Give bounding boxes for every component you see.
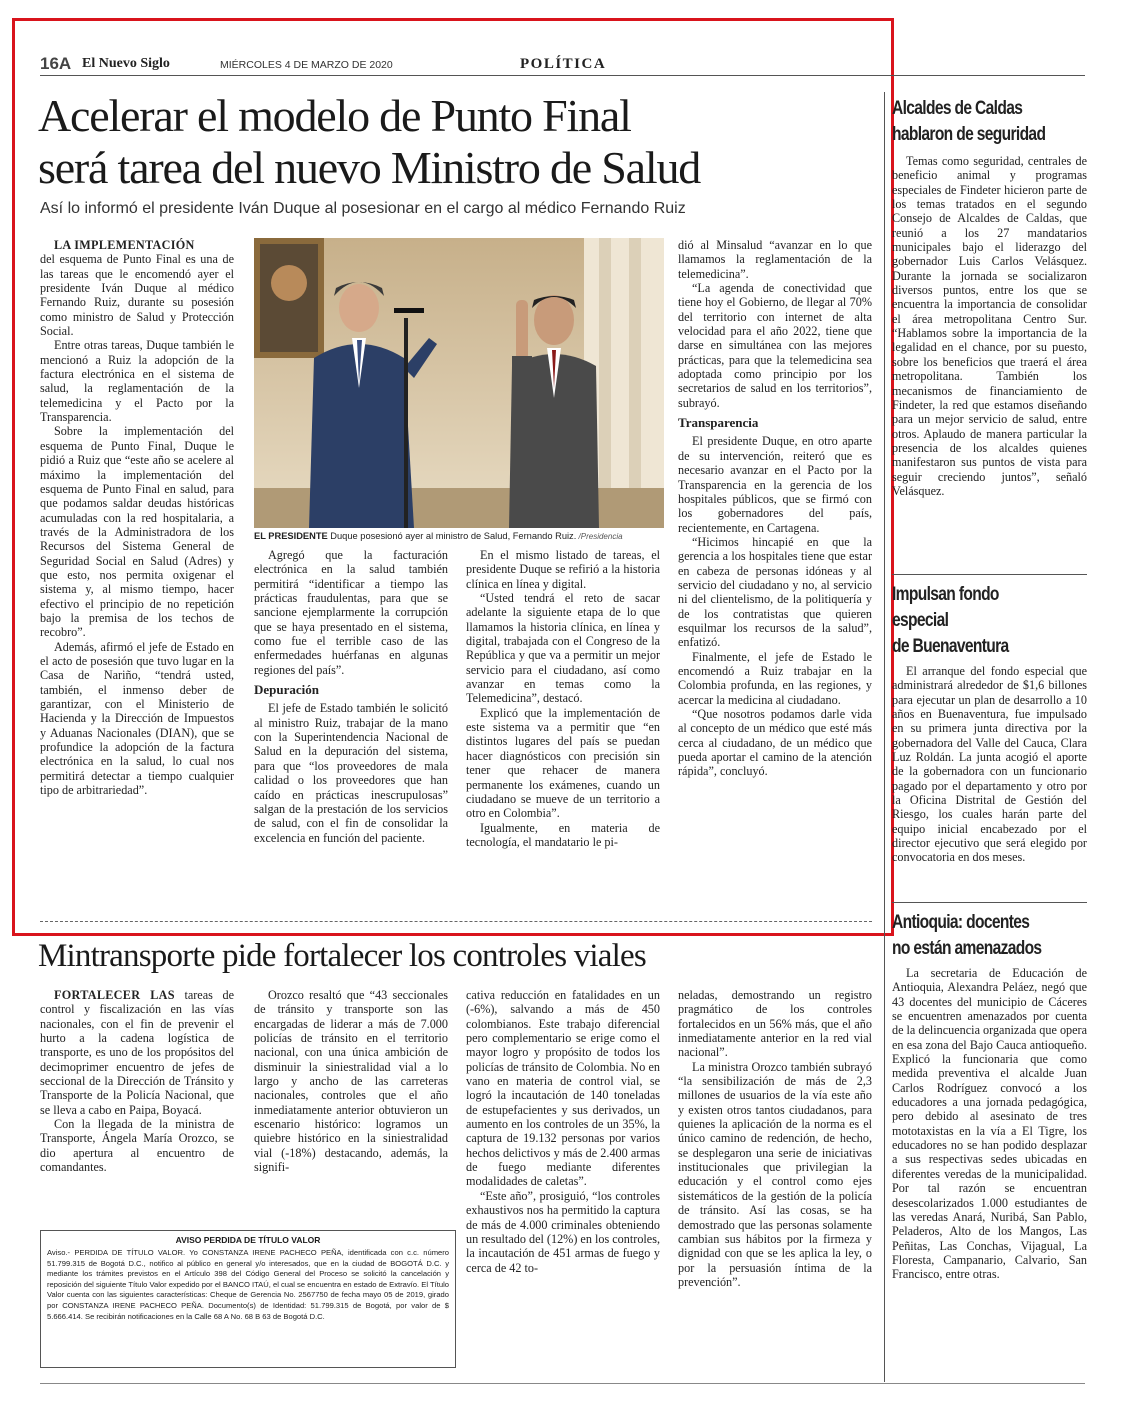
subheading-depuracion: Depuración	[254, 682, 319, 698]
legal-notice-box	[40, 1230, 456, 1368]
sidebar-body	[892, 966, 1087, 1282]
headline-line: de Buenaventura	[892, 636, 1009, 657]
second-column-4	[678, 988, 872, 1289]
paragraph: Entre otras tareas, Duque también le mencionó a Ruiz la adopción de la factura electrónica en el sistema de salud, la reglamentación de la telemedicina y el Pacto por la Transparencia.	[40, 338, 234, 425]
lead-in: FORTALECER LAS	[54, 988, 175, 1002]
paragraph: Orozco resaltó que “43 seccionales de tránsito y transporte son las encargadas de liderar a más de 7.000 policías de tránsito en el territorio nacional, con una única ambición de disminuir la siniestralidad vial a lo largo y ancho de las carreteras nacionales, controles que el año inmediatamente anterior obtuvieron un escenario histórico: logramos un quiebre histórico en la siniestralidad vial (-18%) destacando, además, la signifi-	[254, 988, 448, 1175]
paragraph: “Que nosotros podamos darle vida al concepto de un médico que esté más cerca al ciudadano, de un médico que pueda aportar el camino de la atención rápida”, concluyó.	[678, 707, 872, 779]
headline-line: Impulsan fondo especial	[892, 584, 999, 631]
masthead: El Nuevo Siglo	[82, 56, 170, 71]
paragraph: neladas, demostrando un registro pragmático de los controles fortalecidos en un 56% más, que el año inmediatamente anterior en la red vial nacional”.	[678, 988, 872, 1060]
lead-in: LA IMPLEMENTACIÓN	[54, 238, 195, 252]
photo-caption	[254, 531, 664, 541]
notice-body: Aviso.- PERDIDA DE TÍTULO VALOR. Yo CONSTANZA IRENE PACHECO PEÑA, identificada con c.c. número 51.799.315 de Bogotá D.C., notifico al público en general y/o interesados, que en la ciudad de BOGOTÁ D.C. y mediante los trámites previstos en el Artículo 398 del Código General del Proceso se solicitó la cancelación y reposición del siguiente Título Valor expedido por el BANCO ITAÚ, el cual se encuentra en estado de Extravío. El Título Valor cuenta con las siguientes características: Cheque de Gerencia No. 2567750 de fecha mayo 05 de 2019, girado por CONSTANZA IRENE PACHECO PEÑA. Documento(s) de Identidad: 51.799.315 de Bogotá, por valor de $ 5.666.414. Se recibirán notificaciones en la Calle 68 A No. 68 B 63 de Bogotá D.C.	[47, 1248, 449, 1321]
paragraph: “Usted tendrá el reto de sacar adelante la siguiente etapa de lo que llamamos la historia clínica, en línea y digital, trabajada con el Congreso de la República y que va a permitir un mejor servicio para el ciudadano, así como avanzar en temas como la Telemedicina”, destacó.	[466, 591, 660, 706]
issue-date: MIÉRCOLES 4 DE MARZO DE 2020	[220, 59, 393, 71]
headline-line: Alcaldes de Caldas	[892, 98, 1023, 119]
sidebar-divider	[892, 574, 1087, 575]
second-column-3	[466, 988, 660, 1275]
sidebar-article-caldas	[892, 96, 1087, 498]
sidebar-headline	[892, 582, 1052, 660]
paragraph: El arranque del fondo especial que administrará alrededor de $1,6 billones para ejecutar un plan de desarrollo a 10 años en Buenaventura, fue impulsado en su primera junta directiva por la gobernadora del Valle del Cauca, Clara Luz Roldán. La junta acogió el aporte de la gobernadora con un funcionario pagado por el departamento y otro por la Oficina Distrital de Gestión del Riesgo, los cuales harán parte del equipo inicial encabezado por el director ejecutivo que será elegido por convocatoria en dos meses.	[892, 664, 1087, 865]
paragraph: El jefe de Estado también le solicitó al ministro Ruiz, trabajar de la mano con la Superintendencia Nacional de Salud en la depuración del sistema, para que “los proveedores de mala calidad o los proveedores que han caído en prácticas inescrupulosas” salgan de la prestación de los servicios de salud, con el fin de consolidar la excelencia en función del paciente.	[254, 701, 448, 845]
paragraph: “La agenda de conectividad que tiene hoy el Gobierno, de llegar al 70% del territorio con internet de alta velocidad para el año 2022, tiene que darse en simultánea con las mejores prácticas, para que la telemedicina sea adoptada como principio por los secretarios de salud en los territorios”, subrayó.	[678, 281, 872, 410]
paragraph: La secretaria de Educación de Antioquia, Alexandra Peláez, negó que 43 docentes del municipio de Cáceres se encuentren amenazados por cuenta de la delincuencia organizada que opera en esa zona del Bajo Cauca antioqueño. Explicó la funcionaria que como medida preventiva el alcalde Juan Carlos Rodríguez convocó a los educadores a una jornada pedagógica, pero debido al asesinato de tres mototaxistas en la vía a El Tigre, los educadores no se han podido desplazar a sus respectivas sedes ubicadas en diferentes veredas de la municipalidad. Por tal razón se encuentran desescolarizados 1.000 estudiantes de las veredas Anará, Nuribá, San Pablo, Peladeros, Alto de los Mangos, Las Peñitas, Las Conchas, Vijagual, La Floresta, Campanario, Calvario, San Francisco, entre otras.	[892, 966, 1088, 1282]
paragraph: Explicó que la implementación de este sistema va a permitir que “en distintos lugares del país se puedan hacer diagnósticos con precisión sin tener que rehacer de manera permanente los exámenes, cuando un ciudadano se mueve de un territorio a otro en Colombia”.	[466, 705, 660, 821]
page-header	[40, 54, 1085, 76]
caption-credit: /Presidencia	[576, 532, 623, 541]
paragraph: tareas de control y fiscalización en las vías nacionales, con el fin de prevenir el hurto a la cadena logística de transporte, es uno de los propósitos del decimoprimer encuentro de jefes de seccional de la Dirección de Tránsito y Transporte de la Policía Nacional, que se lleva a cabo en Paipa, Boyacá.	[40, 988, 234, 1117]
caption-lead: EL PRESIDENTE	[254, 531, 328, 541]
sidebar-headline	[892, 910, 1052, 962]
headline-line-1: Acelerar el modelo de Punto Final	[38, 90, 631, 141]
main-subhead: Así lo informó el presidente Iván Duque al posesionar en el cargo al médico Fernando Ruiz	[40, 200, 686, 217]
sidebar-headline	[892, 96, 1052, 148]
paragraph: Finalmente, el jefe de Estado le encomendó a Ruiz trabajar en la Colombia profunda, en las regiones, y acercar la medicina al ciudadano.	[678, 649, 872, 707]
paragraph: Agregó que la facturación electrónica en la salud también permitirá “identificar a tiempo las prácticas fraudulentas, para que se sancione ejemplarmente la corrupción que se haya presentado en el sistema, como fue el terrible caso de las enfermedades huérfanas en algunas regiones del país”.	[254, 548, 448, 677]
article-photo	[254, 238, 664, 528]
notice-title: AVISO PERDIDA DE TÍTULO VALOR	[175, 1235, 321, 1245]
main-column-3	[466, 548, 660, 849]
page-number: 16A	[40, 54, 72, 73]
paragraph: Temas como seguridad, centrales de beneficio animal y programas especiales de Findeter hicieron parte de los temas tratados en el segundo Consejo de Alcaldes de Caldas, que reunió a los 27 mandatarios municipales bajo el liderazgo del gobernador Luis Carlos Velásquez. Durante la jornada se socializaron diversos puntos, entre los que se encuentra la importancia de consolidar el área metropolitana Centro Sur. “Hablamos sobre la importancia de la legalidad en el chance, por su puesto, sobre los beneficios que traerá el área metropolitana. También los mecanismos de financiamiento de Findeter, la red que estamos diseñando para un mejor servicio de salud, entre otros. Aplaudo de manera particular la presencia de los alcaldes quienes manifestaron sus puntos de vista para seguir creciendo juntos”, señaló Velásquez.	[892, 154, 1087, 498]
paragraph: del esquema de Punto Final es una de las tareas que le encomendó ayer el presidente Iván Duque al médico Fernando Ruiz, durante su posesión como ministro de Salud y Protección Social.	[40, 252, 234, 339]
paragraph: dió al Minsalud “avanzar en lo que llamamos la reglamentación de la telemedicina”.	[678, 238, 872, 281]
sidebar-body	[892, 664, 1087, 865]
second-headline: Mintransporte pide fortalecer los controles viales	[38, 938, 646, 974]
paragraph: Con la llegada de la ministra de Transporte, Ángela María Orozco, se dio apertura al encuentro de comandantes.	[40, 1117, 234, 1175]
caption-text: Duque posesionó ayer al ministro de Salud, Fernando Ruiz.	[327, 531, 577, 541]
paragraph: cativa reducción en fatalidades en un (-6%), salvando a más de 450 colombianos. Este trabajo diferencial pero complementario se erige como el mayor logro y propósito de todos los policías de tránsito de Colombia. No en vano en materia de control vial, se logró la incautación de 140 toneladas de estupefacientes y sus derivados, un aumento en los controles de un 35%, la captura de 19.132 personas por varios hechos delictivos y más de 2.400 armas de fuego mediante diferentes modalidades de caletas”.	[466, 988, 660, 1189]
sidebar-rule	[884, 92, 885, 1382]
main-column-1	[40, 238, 234, 797]
paragraph: El presidente Duque, en otro aparte de su intervención, reiteró que es necesario avanzar en el Pacto por la Transparencia en la gerencia de los hospitales públicos, que se firmó con los gobernadores del país, recientemente, en Cartagena.	[678, 434, 872, 535]
headline-line: Antioquia: docentes	[892, 912, 1030, 933]
main-headline	[38, 90, 878, 194]
section-title: POLÍTICA	[520, 56, 607, 72]
paragraph: La ministra Orozco también subrayó “la sensibilización de más de 2,3 millones de usuarios de la vía este año y existen otros tantos ciudadanos, para quienes la aplicación de la norma es el único camino de redención, de hecho, se desplegaron una serie de iniciativas institucionales que privilegian la educación y el control como ejes sistemáticos de la gestión de la policía de tránsito. Así las cosas, se ha demostrado que las personas solamente cambian sus hábitos por la firmeza y dignidad con que se les aplica la ley, o por la persuasión íntima de la prevención”.	[678, 1059, 872, 1289]
headline-line-2: será tarea del nuevo Ministro de Salud	[38, 142, 701, 193]
subheading-transparencia: Transparencia	[678, 415, 759, 431]
swearing-in-photo	[254, 238, 664, 528]
paragraph: “Este año”, prosiguió, “los controles exhaustivos nos ha permitido la captura de más de 4.000 criminales obteniendo un resultado del (12%) en los controles, la incautación de 451 armas de fuego y cerca de 42 to-	[466, 1188, 660, 1275]
paragraph: Además, afirmó el jefe de Estado en el acto de posesión que tuvo lugar en la Casa de Nariño, “tendrá usted, también, el inmenso deber de garantizar, con el Ministerio de Hacienda y la Dirección de Impuestos y Aduanas Nacionales (DIAN), que se profundice la adopción de la factura electrónica en la salud, lo cual nos permitirá detectar a tiempo cualquier tipo de arbitrariedad”.	[40, 639, 234, 798]
dashed-separator	[40, 921, 872, 922]
main-column-2	[254, 548, 448, 845]
sidebar-divider	[892, 902, 1087, 903]
headline-line: hablaron de seguridad	[892, 124, 1046, 145]
main-column-4	[678, 238, 872, 779]
sidebar-body	[892, 154, 1087, 498]
sidebar-article-antioquia	[892, 910, 1087, 1282]
paragraph: “Hicimos hincapié en que la gerencia a los hospitales tiene que estar en cabeza de personas idóneas y al servicio del ciudadano y no, al servicio ni del clientelismo, de la politiquería y de los contratistas que quieren esquilmar los recursos de la salud”, enfatizó.	[678, 534, 872, 650]
paragraph: Igualmente, en materia de tecnología, el mandatario le pi-	[466, 820, 660, 849]
footer-rule	[40, 1383, 1085, 1384]
paragraph: En el mismo listado de tareas, el presidente Duque se refirió a la historia clínica en línea y digital.	[466, 548, 660, 591]
paragraph: Sobre la implementación del esquema de Punto Final, Duque le pidió a Ruiz que “este año se acelere al máximo la implementación del esquema de Punto Final en salud, para que podamos saldar deudas históricas acumuladas con la red hospitalaria, a través de la Administradora de los Recursos del Sistema General de Seguridad Social en Salud (Adres) y que esto, nos permita oxigenar el sistema y, al mismo tiempo, hacer efectivo el principio de no repetición bajo la premisa de los techos de recobro”.	[40, 424, 234, 640]
headline-line: no están amenazados	[892, 938, 1042, 959]
sidebar-article-buenaventura	[892, 582, 1087, 865]
second-column-1	[40, 988, 234, 1174]
second-column-2	[254, 988, 448, 1174]
